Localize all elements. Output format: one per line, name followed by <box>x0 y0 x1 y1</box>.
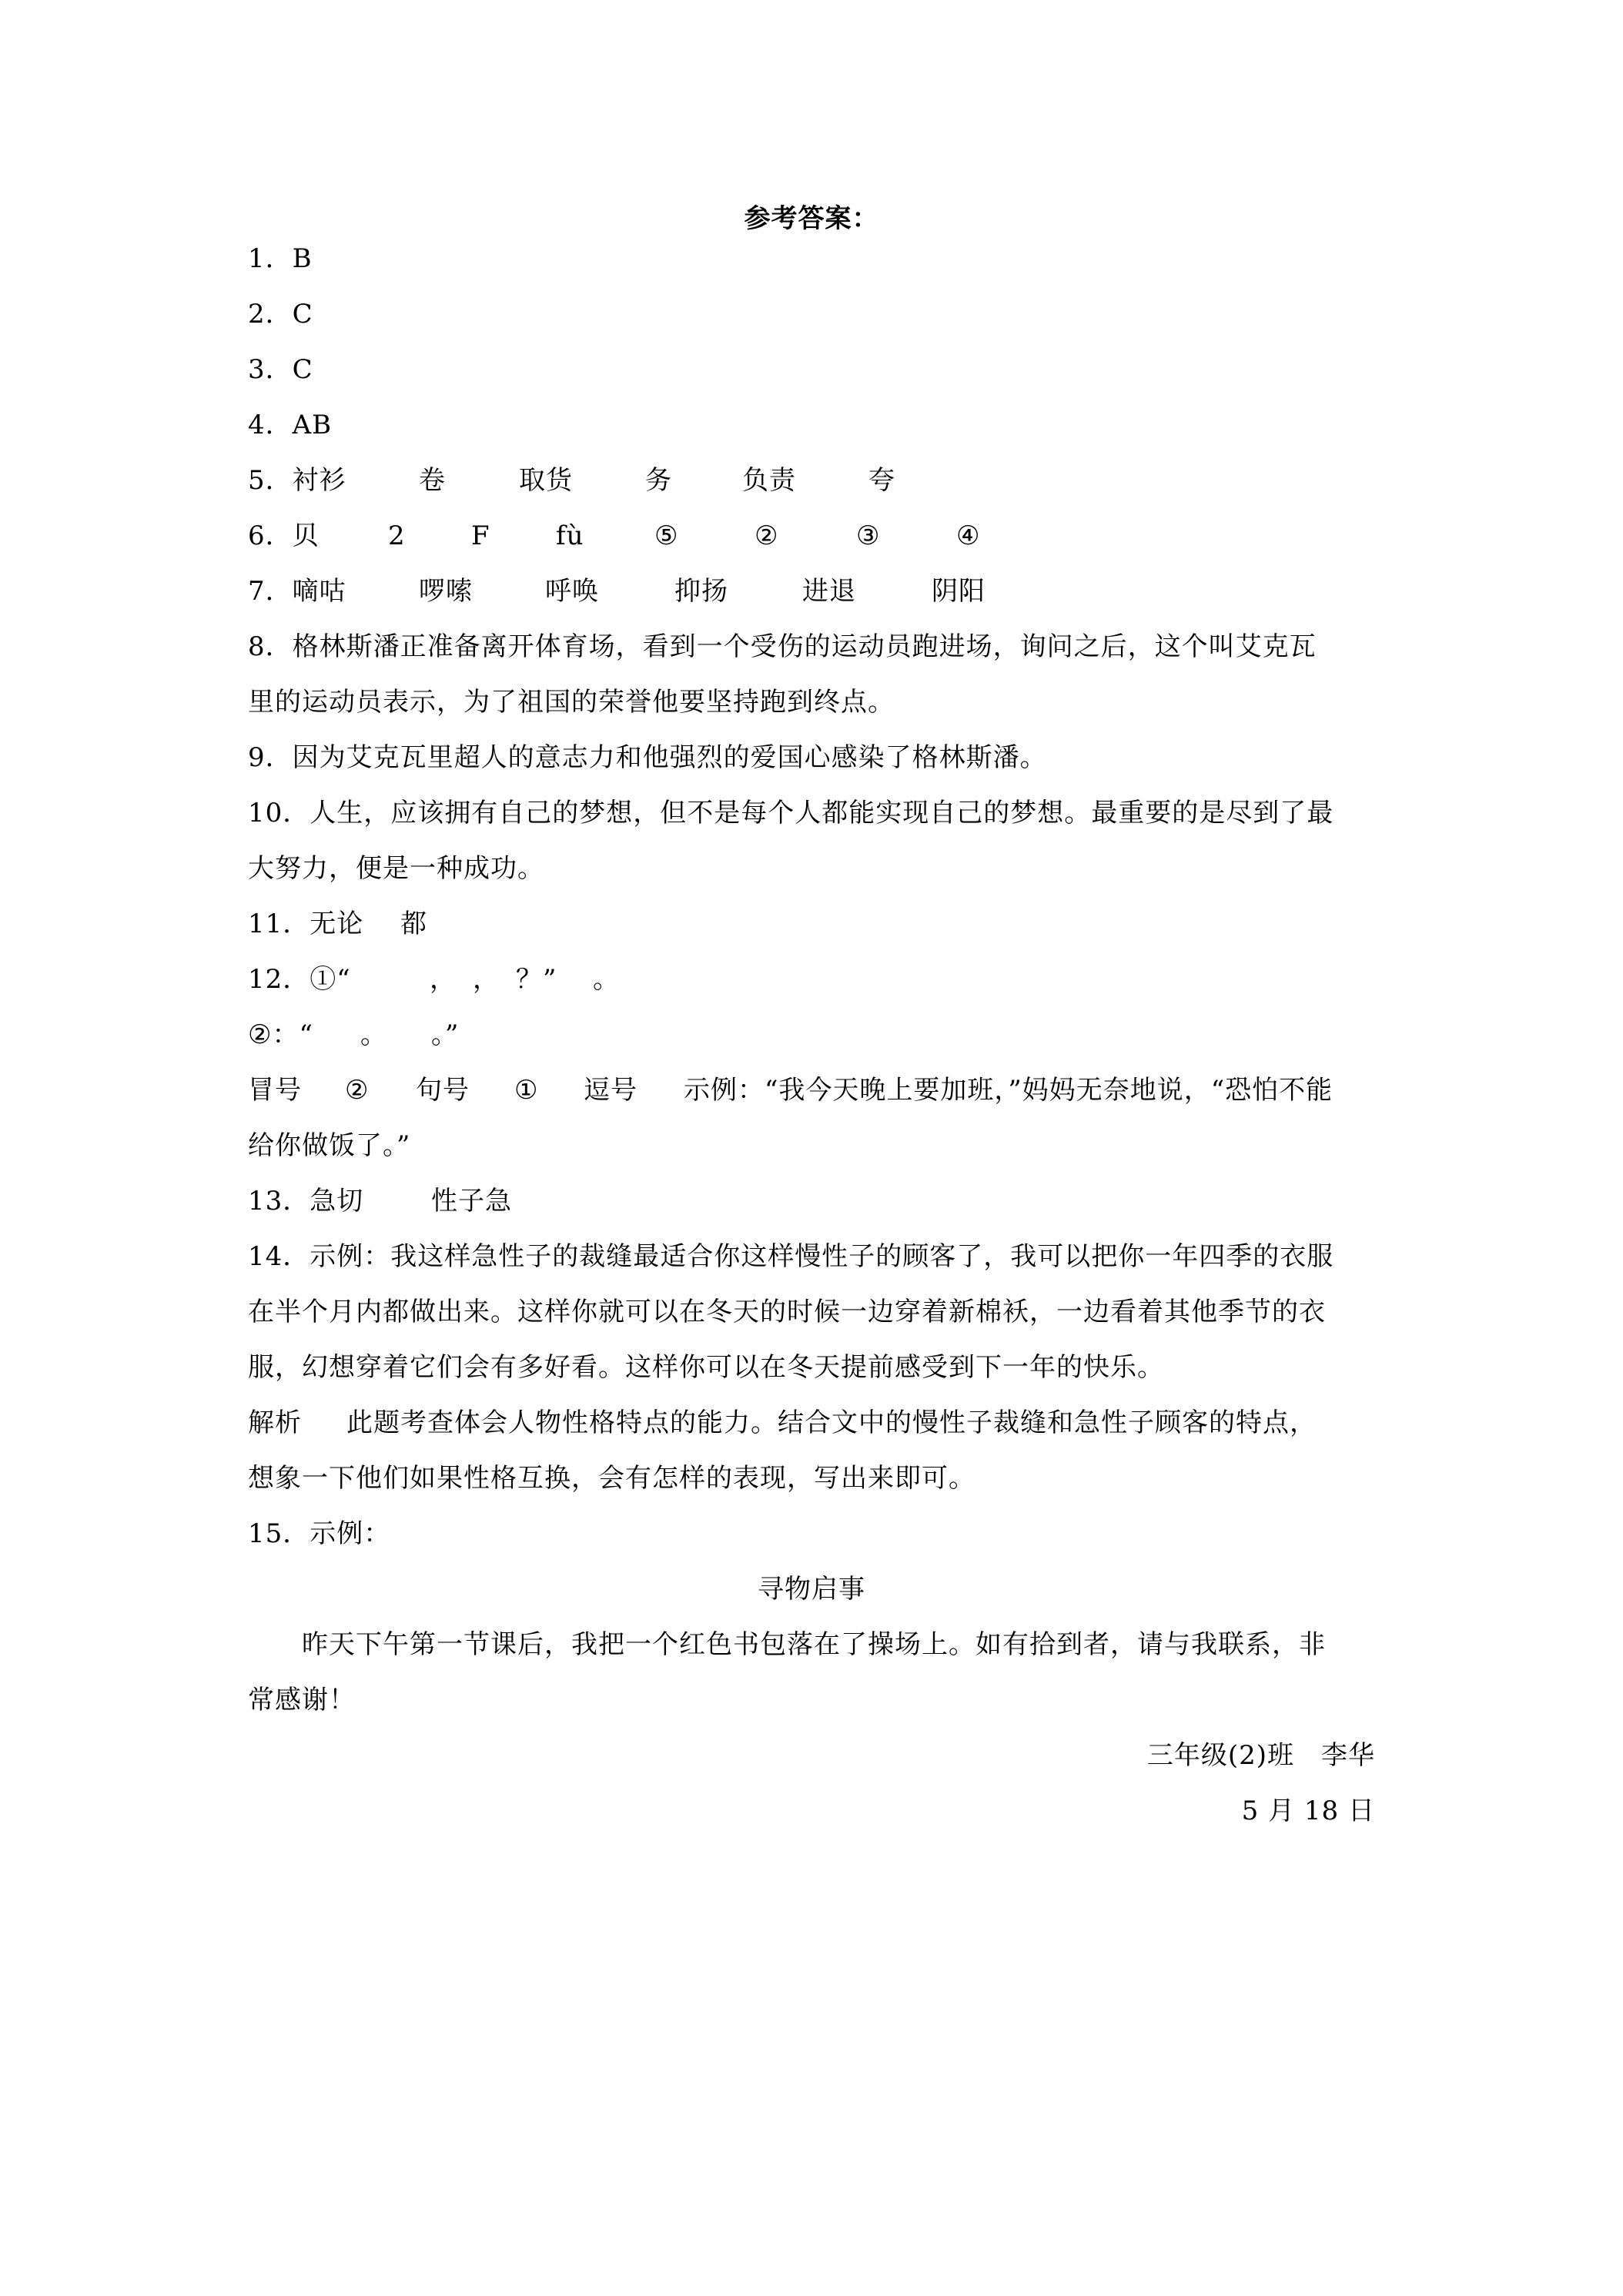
answer-7-item: 抑扬 <box>674 576 728 607</box>
answer-9: 9．因为艾克瓦里超人的意志力和他强烈的爱国心感染了格林斯潘。 <box>248 742 1047 773</box>
answer-5-item: 夸 <box>868 465 895 496</box>
answer-3: 3．C <box>248 354 313 385</box>
answer-list <box>248 231 1375 1839</box>
answer-12-line-2 <box>248 1007 1375 1063</box>
answer-12-item: 。 <box>593 964 620 995</box>
answer-13 <box>248 1173 1375 1229</box>
answer-14-analysis <box>248 1395 1375 1451</box>
analysis-label: 解析 <box>248 1407 302 1438</box>
answer-12-item: 。 <box>360 1019 387 1050</box>
answer-12-line-3 <box>248 1063 1375 1118</box>
answer-8-line: 里的运动员表示，为了祖国的荣誉他要坚持跑到终点。 <box>248 687 895 718</box>
answer-5 <box>248 453 1375 508</box>
answer-12-line-1 <box>248 952 1375 1007</box>
answer-5-item: 负责 <box>742 465 796 496</box>
answer-1: 1．B <box>248 243 313 274</box>
answer-6-item: F <box>471 520 490 551</box>
answer-12-item: ① <box>514 1075 539 1106</box>
answer-6-item: ② <box>755 520 779 551</box>
answer-5-item: 卷 <box>419 465 446 496</box>
notice-body: 昨天下午第一节课后，我把一个红色书包落在了操场上。如有拾到者，请与我联系，非 <box>302 1629 1326 1660</box>
answer-7-item: 进退 <box>802 576 856 607</box>
notice-heading: 寻物启事 <box>758 1574 865 1605</box>
answer-12-item: 冒号 <box>248 1075 302 1106</box>
analysis-text: 此题考查体会人物性格特点的能力。结合文中的慢性子裁缝和急性子顾客的特点， <box>346 1407 1317 1438</box>
answer-12-item: ② <box>345 1075 370 1106</box>
answer-12-item: ？” <box>516 964 557 995</box>
answer-13-item: 13．急切 <box>248 1186 364 1217</box>
answer-6-item: ⑤ <box>654 520 679 551</box>
notice-date: 5 月 18 日 <box>1241 1796 1375 1826</box>
answer-6-item: ③ <box>856 520 881 551</box>
answer-5-item: 5．衬衫 <box>248 465 346 496</box>
answer-7-item: 阴阳 <box>932 576 986 607</box>
answer-14-line: 想象一下他们如果性格互换，会有怎样的表现，写出来即可。 <box>248 1463 975 1494</box>
answer-6-item: fù <box>556 520 584 551</box>
answer-11 <box>248 896 1375 952</box>
answer-14-line: 在半个月内都做出来。这样你就可以在冬天的时候一边穿着新棉袄，一边看着其他季节的衣 <box>248 1297 1326 1327</box>
answer-14-line: 14．示例：我这样急性子的裁缝最适合你这样慢性子的顾客了，我可以把你一年四季的衣服 <box>248 1241 1334 1272</box>
answer-6-item: 2 <box>388 520 406 551</box>
answer-7-item: 呼唤 <box>545 576 599 607</box>
answer-12-item: 句号 <box>416 1075 470 1106</box>
answer-6-item: ④ <box>956 520 981 551</box>
answer-10-line: 大努力，便是一种成功。 <box>248 853 544 884</box>
answer-12-item: 12．①“ <box>248 964 351 995</box>
answer-2: 2．C <box>248 299 313 330</box>
answer-10-line: 10．人生，应该拥有自己的梦想，但不是每个人都能实现自己的梦想。最重要的是尽到了最 <box>248 798 1334 828</box>
notice-signature: 三年级(2)班 李华 <box>1146 1740 1375 1771</box>
answer-12-item: 逗号 <box>584 1075 637 1106</box>
notice-body: 常感谢！ <box>248 1685 356 1715</box>
answer-11-item: 11．无论 <box>248 909 364 939</box>
answer-12-item: 。” <box>431 1019 460 1050</box>
answer-11-item: 都 <box>400 909 427 939</box>
answer-5-item: 取货 <box>519 465 573 496</box>
answer-12-item: ， <box>473 964 500 995</box>
answer-14-line: 服，幻想穿着它们会有多好看。这样你可以在冬天提前感受到下一年的快乐。 <box>248 1352 1164 1383</box>
page-title: 参考答案： <box>744 203 879 234</box>
answer-15: 15．示例： <box>248 1518 391 1549</box>
answer-12-line-4: 给你做饭了。” <box>248 1130 411 1161</box>
answer-12-item: 示例：“我今天晚上要加班，”妈妈无奈地说，“恐怕不能 <box>684 1075 1334 1106</box>
answer-13-item: 性子急 <box>431 1186 512 1217</box>
answer-4: 4．AB <box>248 410 333 440</box>
answer-6-item: 6．贝 <box>248 520 320 551</box>
answer-6 <box>248 508 1375 564</box>
answer-12-item: ， <box>430 964 457 995</box>
answer-5-item: 务 <box>645 465 672 496</box>
answer-7 <box>248 564 1375 619</box>
answer-7-item: 7．嘀咕 <box>248 576 346 607</box>
answer-7-item: 啰嗦 <box>419 576 473 607</box>
answer-12-item: ②：“ <box>248 1019 313 1050</box>
answer-8-line: 8．格林斯潘正准备离开体育场，看到一个受伤的运动员跑进场，询问之后，这个叫艾克瓦 <box>248 631 1317 662</box>
